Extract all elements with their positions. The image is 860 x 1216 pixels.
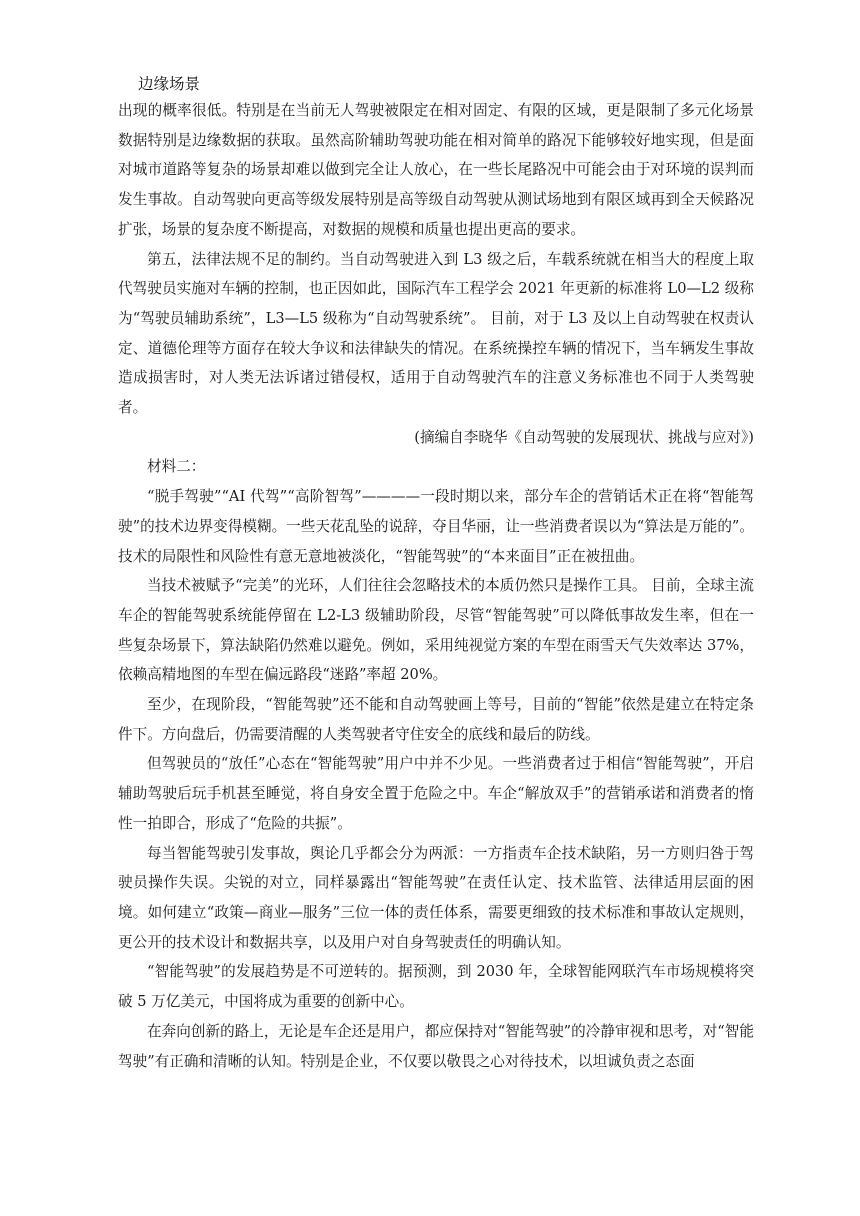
paragraph: 每当智能驾驶引发事故，舆论几乎都会分为两派：一方指责车企技术缺陷，另一方则归咎于驾驶员操作失误。尖锐的对立，同样暴露出“智能驾驶”在责任认定、技术监管、法律适用层面的困境。如何建立“政策—商业—服务”三位一体的责任体系，需要更细致的技术标准和事故认定规则，更公开的技术设计和数据共享，以及用户对自身驾驶责任的明确认知。 bbox=[118, 844, 754, 951]
paragraph: “智能驾驶”的发展趋势是不可逆转的。据预测，到 2030 年，全球智能网联汽车市场规模将突破 5 万亿美元，中国将成为重要的创新中心。 bbox=[118, 963, 754, 1011]
paragraph: 出现的概率很低。特别是在当前无人驾驶被限定在相对固定、有限的区域，更是限制了多元化场景数据特别是边缘数据的获取。虽然高阶辅助驾驶功能在相对简单的路况下能够较好地实现，但是面对城市道路等复杂的场景却难以做到完全让人放心，在一些长尾路况中可能会由于对环境的误判而发生事故。自动驾驶向更高等级发展特别是高等级自动驾驶从测试场地到有限区域再到全天候路况扩张，场景的复杂度不断提高，对数据的规模和质量也提出更高的要求。 bbox=[118, 102, 754, 238]
source-citation: (摘编自李晓华《自动驾驶的发展现状、挑战与应对》) bbox=[414, 428, 754, 446]
paragraph: 但驾驶员的“放任”心态在“智能驾驶”用户中并不少见。一些消费者过于相信“智能驾驶”，开启辅助驾驶后玩手机甚至睡觉，将自身安全置于危险之中。车企“解放双手”的营销承诺和消费者的惰性一拍即合，形成了“危险的共振”。 bbox=[118, 755, 754, 832]
paragraph: 至少，在现阶段，“智能驾驶”还不能和自动驾驶画上等号，目前的“智能”依然是建立在特定条件下。方向盘后，仍需要清醒的人类驾驶者守住安全的底线和最后的防线。 bbox=[118, 696, 754, 743]
material-label: 材料二： bbox=[147, 458, 206, 476]
paragraph: 第五，法律法规不足的制约。当自动驾驶进入到 L3 级之后，车载系统就在相当大的程度上取代驾驶员实施对车辆的控制，也正因如此，国际汽车工程学会 2021 年更新的标准将 L0—L2 级称为“驾驶员辅助系统”，L3—L5 级称为“自动驾驶系统”。 目前，对于 L3 及以上自动驾驶在权责认定、道德伦理等方面存在较大争议和法律缺失的情况。在系统操控车辆的情况下，当车辆发生事故造成损害时，对人类无法诉诸过错侵权，适用于自动驾驶汽车的注意义务标准也不同于人类驾驶者。 bbox=[118, 250, 754, 417]
paragraph: 当技术被赋予“完美”的光环，人们往往会忽略技术的本质仍然只是操作工具。 目前，全球主流车企的智能驾驶系统能停留在 L2-L3 级辅助阶段，尽管“智能驾驶”可以降低事故发生率，但在一些复杂场景下，算法缺陷仍然难以避免。例如，采用纯视觉方案的车型在雨雪天气失效率达 37%，依赖高精地图的车型在偏远路段“迷路”率超 20%。 bbox=[118, 577, 754, 684]
section-heading: 边缘场景 bbox=[138, 75, 201, 93]
paragraph: “脱手驾驶”“AI 代驾”“高阶智驾”————一段时期以来，部分车企的营销话术正在将“智能驾驶”的技术边界变得模糊。一些天花乱坠的说辞，夺目华丽，让一些消费者误以为“算法是万能的”。技术的局限性和风险性有意无意地被淡化，“智能驾驶”的“本来面目”正在被扭曲。 bbox=[118, 488, 754, 565]
paragraph: 在奔向创新的路上，无论是车企还是用户，都应保持对“智能驾驶”的冷静审视和思考，对“智能驾驶”有正确和清晰的认知。特别是企业，不仅要以敬畏之心对待技术，以坦诚负责之态面 bbox=[118, 1022, 754, 1070]
document-page bbox=[118, 74, 754, 1076]
